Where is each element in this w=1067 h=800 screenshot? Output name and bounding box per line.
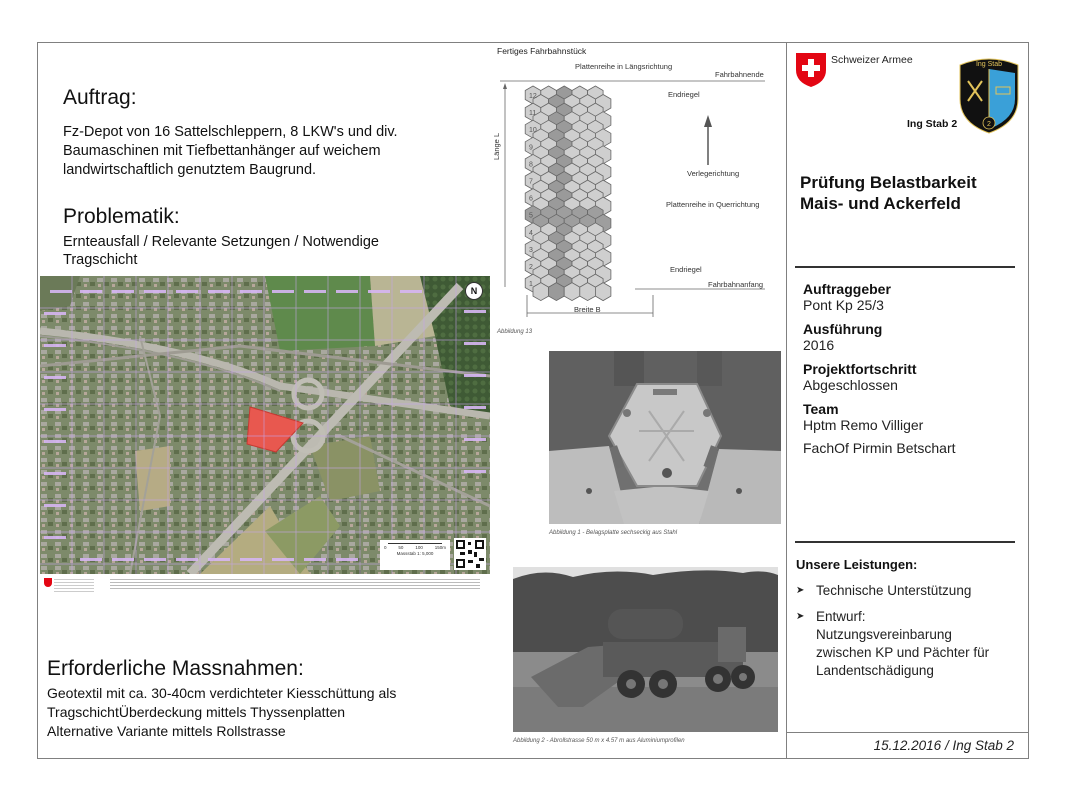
leistung-item (796, 582, 989, 600)
row-number: 10 (529, 127, 537, 135)
auftrag-heading: Auftrag: (63, 86, 137, 109)
scale-tick: 150m (434, 545, 446, 550)
hex-plate (595, 283, 611, 301)
aerial-map[interactable] (40, 276, 490, 574)
auftrag-line: landwirtschaftlich genutztem Baugrund. (63, 162, 317, 178)
badge-text: Ing Stab (975, 61, 1003, 68)
leistungen-list (796, 582, 989, 680)
map-scale-box (380, 540, 450, 570)
field-label: Projektfortschritt (803, 361, 917, 377)
row-number: 3 (529, 246, 533, 254)
hex-plate (549, 283, 565, 301)
problematik-line: Tragschicht (63, 252, 138, 268)
arrow-bullet-icon: ➤ (796, 611, 805, 622)
massnahmen-heading: Erforderliche Massnahmen: (47, 657, 304, 680)
field-value: 2016 (803, 337, 835, 353)
problematik-line: Ernteausfall / Relevante Setzungen / Notwendige (63, 234, 379, 250)
confederation-text-block (54, 577, 94, 593)
label-endriegel-top: Endriegel (668, 90, 700, 99)
swiss-confederation-logo-icon (44, 578, 52, 587)
field-value: Abgeschlossen (803, 377, 898, 393)
problematik-text (63, 233, 379, 269)
auftrag-text (63, 123, 398, 180)
footer-divider (786, 732, 1029, 733)
row-number: 2 (529, 264, 533, 271)
org-name: Schweizer Armee (831, 54, 913, 66)
field-value: Hptm Remo Villiger (803, 417, 924, 433)
roll-road-truck-photo (513, 567, 778, 732)
scale-ticks (380, 544, 450, 551)
scale-tick: 0 (384, 545, 387, 550)
massnahmen-line: TragschichtÜberdeckung mittels Thyssenplatten (47, 704, 346, 720)
field-team (803, 401, 956, 456)
label-breite: Breite B (574, 305, 601, 314)
label-fahrbahnanfang: Fahrbahnanfang (708, 280, 764, 289)
diagram-caption: Abbildung 13 (497, 329, 533, 335)
badge-number: 2 (987, 121, 991, 128)
label-verlegerichtung: Verlegerichtung (687, 169, 740, 178)
project-title-line: Prüfung Belastbarkeit (800, 173, 977, 192)
aerial-map-image (40, 276, 490, 574)
row-number: 8 (529, 161, 533, 169)
leistung-line: zwischen KP und Pächter für (816, 645, 990, 660)
field-value: FachOf Pirmin Betschart (803, 440, 956, 456)
massnahmen-line: Geotextil mit ca. 30-40cm verdichteter Kiesschüttung als (47, 685, 397, 701)
map-footer (40, 574, 490, 596)
map-disclaimer-text (110, 577, 480, 589)
photo1-caption: Abbildung 1 - Belagsplatte sechseckig aus Stahl (549, 530, 678, 536)
right-panel-divider (786, 42, 787, 759)
arrow-bullet-icon: ➤ (796, 585, 805, 596)
row-number: 7 (529, 178, 533, 186)
field-label: Auftraggeber (803, 281, 891, 297)
divider (795, 266, 1015, 268)
hex-plate-photo (549, 351, 781, 524)
label-plattenreihe-laengs: Plattenreihe in Längsrichtung (575, 62, 673, 71)
field-value: Pont Kp 25/3 (803, 297, 884, 313)
hex-plate (580, 283, 596, 301)
row-number: 6 (529, 195, 533, 203)
photo2-caption: Abbildung 2 - Abrollstrasse 50 m x 4.57 m aus Aluminiumprofilen (513, 738, 685, 744)
field-projektfortschritt (803, 361, 956, 393)
project-title (800, 172, 977, 214)
row-number: 11 (529, 110, 537, 118)
leistung-line: Landentschädigung (816, 663, 934, 678)
leistung-line: Entwurf: (816, 609, 866, 624)
row-number: 12 (529, 93, 537, 100)
scale-tick: 50 (398, 545, 404, 550)
divider (795, 541, 1015, 543)
ing-stab-badge-icon (958, 57, 1020, 140)
diagram-title: Fertiges Fahrbahnstück (497, 46, 587, 56)
row-number: 9 (529, 144, 533, 152)
swiss-shield-icon (795, 52, 827, 93)
label-laenge: Länge L (492, 132, 501, 160)
scale-label: Massstab 1: 5,000 (396, 551, 434, 556)
north-arrow-icon: N (465, 282, 483, 300)
field-ausfuehrung (803, 321, 956, 353)
leistung-line: Technische Unterstützung (816, 583, 972, 598)
row-number: 4 (529, 229, 533, 237)
label-endriegel-bottom: Endriegel (670, 265, 702, 274)
field-auftraggeber (803, 281, 956, 313)
row-number: 5 (529, 212, 533, 220)
row-number: 1 (529, 281, 533, 289)
problematik-heading: Problematik: (63, 205, 180, 228)
leistung-line: Nutzungsvereinbarung (816, 627, 952, 642)
qr-code-icon (454, 538, 486, 570)
massnahmen-text (47, 684, 396, 741)
hex-plate (564, 283, 580, 301)
footer-date: 15.12.2016 / Ing Stab 2 (873, 738, 1014, 753)
auftrag-line: Baumaschinen mit Tiefbettanhänger auf weichem (63, 143, 381, 159)
leistung-item (796, 608, 989, 680)
label-fahrbahnende: Fahrbahnende (715, 70, 764, 79)
project-title-line: Mais- und Ackerfeld (800, 194, 961, 213)
hex-plate (533, 283, 549, 301)
field-label: Ausführung (803, 321, 883, 337)
massnahmen-line: Alternative Variante mittels Rollstrasse (47, 723, 286, 739)
auftrag-line: Fz-Depot von 16 Sattelschleppern, 8 LKW's und div. (63, 124, 398, 140)
scale-tick: 100 (415, 545, 423, 550)
unit-name: Ing Stab 2 (907, 118, 958, 130)
leistungen-heading: Unsere Leistungen: (796, 557, 918, 572)
label-plattenreihe-quer: Plattenreihe in Querrichtung (666, 200, 760, 209)
field-label: Team (803, 401, 839, 417)
project-details (803, 281, 956, 456)
